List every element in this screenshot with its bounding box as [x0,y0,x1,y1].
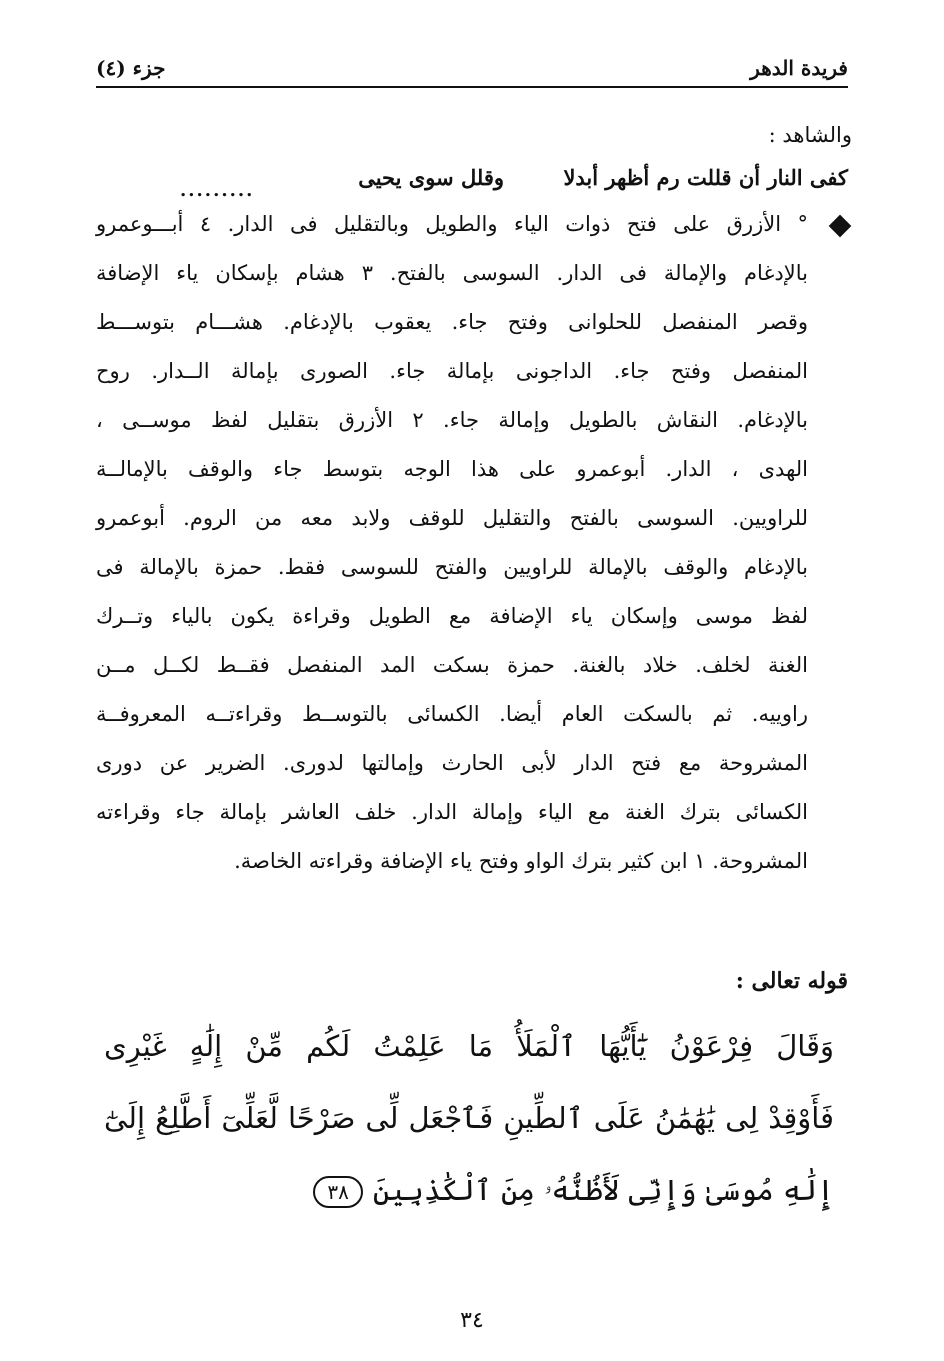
part-label: جزء (٤) [96,56,166,80]
commentary-line: المنفصل وفتح جاء. الداجونى بإمالة جاء. الصورى بإمالة الــدار. روح [96,359,808,383]
commentary-line: بالإدغام. النقاش بالطويل وإمالة جاء. ٢ الأزرق بتقليل لفظ موســى ، [96,408,808,432]
quran-line [104,1154,834,1226]
commentary-line: راوييه. ثم بالسكت العام أيضا. الكسائى بالتوســط وقراءتــه المعروفــة [96,702,808,726]
running-header [96,50,848,88]
verse-ellipsis: ......... [180,180,255,201]
commentary-line: الكسائى بترك الغنة مع الياء وإمالة الدار. خلف العاشر بإمالة جاء وقراءته [96,800,808,824]
verse-first-hemistich: كفى النار أن قللت رم أظهر أبدلا [563,165,848,190]
commentary-line: المشروحة مع فتح الدار لأبى الحارث وإمالتها لدورى. الضرير عن دورى [96,751,808,775]
quran-line: فَأَوْقِدْ لِى يَٰهَٰمَٰنُ عَلَى ٱلطِّينِ فَٱجْعَل لِّى صَرْحًا لَّعَلِّىٓ أَطَّلِعُ إِلَىٰٓ [104,1101,834,1135]
commentary-line: ° الأزرق على فتح ذوات الياء والطويل وبالتقليل فى الدار. ٤ أبـــوعمرو [96,212,809,236]
commentary-line: بالإدغام والوقف بالإمالة للراويين والفتح للسوسى فقط. حمزة بالإمالة فى [96,555,808,579]
ayah-number-badge: ٣٨ [313,1176,362,1208]
book-title: فريدة الدهر [750,56,848,80]
commentary-line: الغنة لخلف. خلاد بالغنة. حمزة بسكت المد المنفصل فقــط لكــل مــن [96,653,808,677]
commentary-line: للراويين. السوسى بالفتح والتقليل للوقف ولابد معه من الروم. أبوعمرو [96,506,808,530]
quran-line-text: إِلَٰهِ مُوسَىٰ وَإِنِّى لَأَظُنُّهُۥ مِنَ ٱلْكَٰذِبِينَ [372,1173,834,1207]
page-number: ٣٤ [460,1308,484,1333]
diamond-bullet-icon [829,215,852,238]
quran-line: وَقَالَ فِرْعَوْنُ يَٰٓأَيُّهَا ٱلْمَلَأُ مَا عَلِمْتُ لَكُم مِّنْ إِلَٰهٍ غَيْرِى [104,1029,834,1063]
section-heading: قوله تعالى : [735,968,848,994]
commentary-line: الهدى ، الدار. أبوعمرو على هذا الوجه بتوسط جاء والوقف بالإمالــة [96,457,808,481]
commentary-line: وقصر المنفصل للحلوانى وفتح جاء. يعقوب بالإدغام. هشـــام بتوســـط [96,310,808,334]
commentary-line: بالإدغام والإمالة فى الدار. السوسى بالفتح. ٣ هشام بإسكان ياء الإضافة [96,261,809,285]
commentary-line: لفظ موسى وإسكان ياء الإضافة مع الطويل وقراءة يكون بالياء وتــرك [96,604,808,628]
quran-verse [104,1010,834,1226]
commentary-line: المشروحة. ١ ابن كثير بترك الواو وفتح ياء الإضافة وقراءته الخاصة. [234,849,808,873]
qiraat-commentary [96,200,808,886]
shahid-label: والشاهد : [768,123,852,147]
verse-second-hemistich: وقلل سوى يحيى [358,165,504,190]
